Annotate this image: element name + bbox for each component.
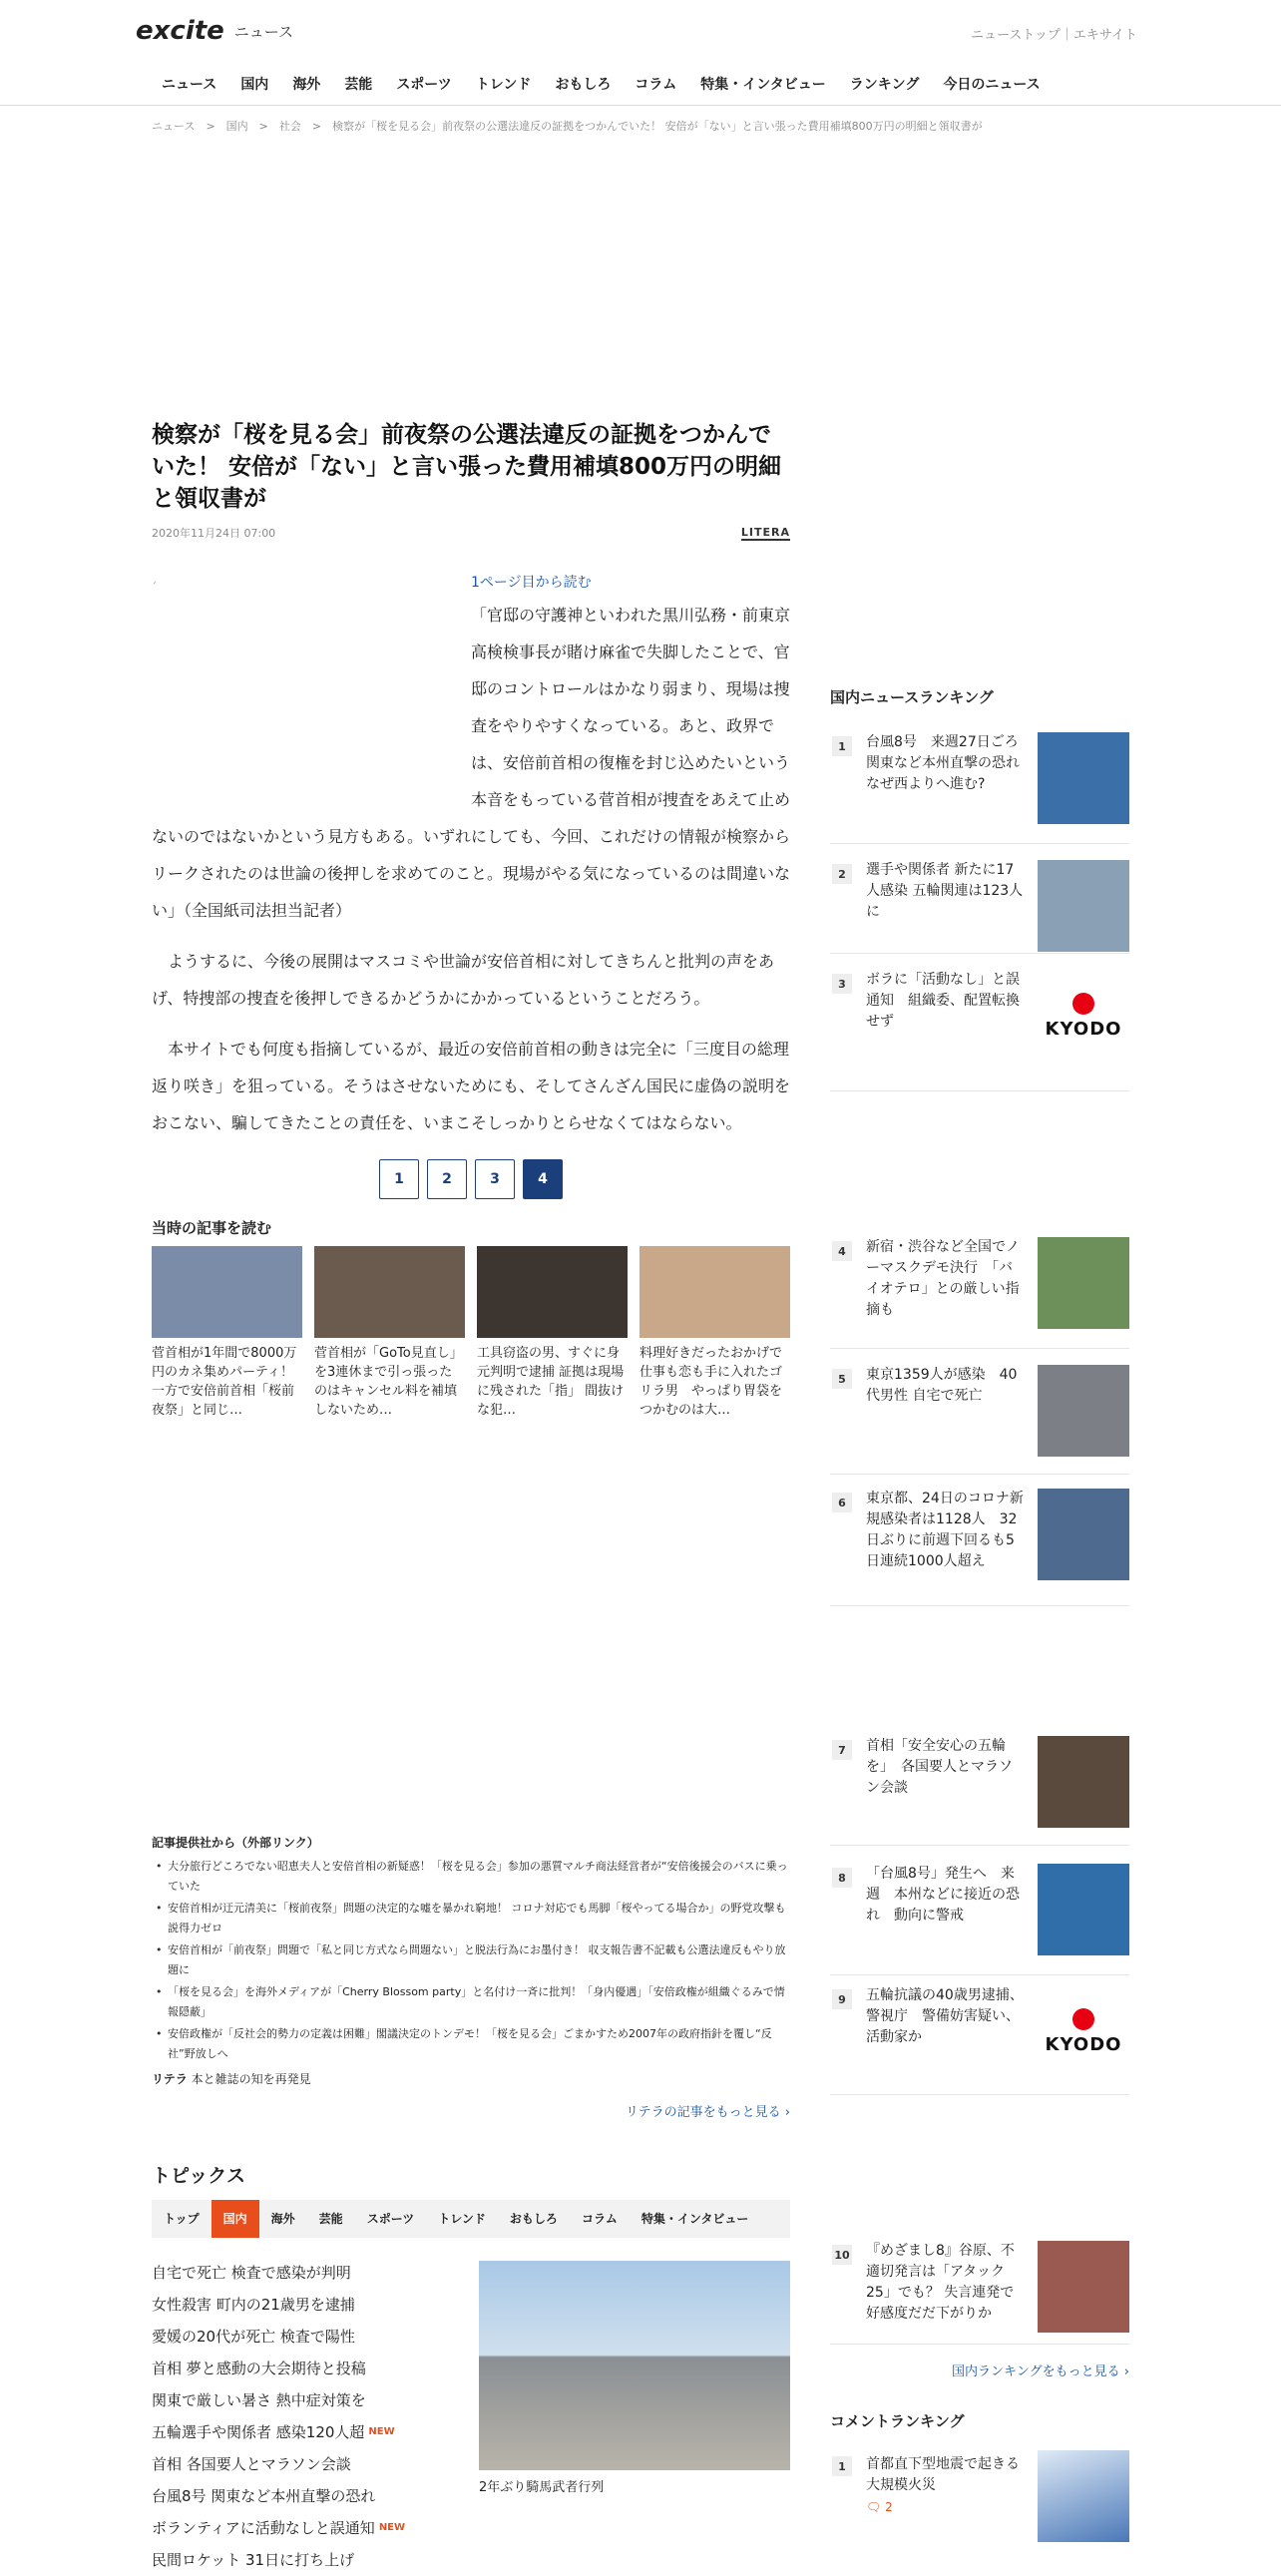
comment-ranking-item[interactable] [830,2450,1129,2550]
topic-item[interactable] [152,2353,451,2384]
provider-name[interactable]: リテラ [152,2072,188,2086]
topic-text: 愛媛の20代が死亡 検査で陽性 [152,2328,355,2346]
external-list [152,1857,790,2064]
nav-item-entertainment[interactable]: 芸能 [344,77,373,93]
topic-text: ボランティアに活動なしと誤通知 [152,2519,375,2537]
nav-item-sports[interactable]: スポーツ [396,77,452,93]
topics-title: トピックス [152,2165,246,2187]
topic-item[interactable] [152,2289,451,2321]
topic-text: 五輪選手や関係者 感染120人超 [152,2423,365,2441]
global-nav [150,70,1053,100]
chevron-right-icon: › [784,2105,790,2120]
topics-tab-entertainment[interactable]: 芸能 [318,2212,343,2226]
ranking-text: ボラに「活動なし」と誤通知 組織委、配置転換せず [866,972,1020,1030]
page-4-button[interactable]: 4 [523,1159,563,1199]
topic-item[interactable] [152,2480,451,2512]
ranking-thumb [1038,970,1129,1062]
logo-brand: excite [136,16,224,46]
ranking-item[interactable] [830,1858,1129,1975]
external-links [152,1834,790,2120]
ranking-title: 国内ニュースランキング [830,688,994,706]
nav-item-feature[interactable]: 特集・インタビュー [700,77,826,93]
ranking-item[interactable] [830,1231,1129,1349]
comment-ranking-text: 首都直下型地震で起きる大規模火災 [866,2456,1020,2493]
more-provider-link[interactable] [152,2101,790,2120]
ranking-thumb [1038,860,1129,952]
ranking-thumb [1038,732,1129,824]
inline-image-placeholder [152,569,471,808]
rank-number: 1 [832,2456,852,2476]
read-first-link[interactable]: 1ページ目から読む [471,575,592,591]
new-badge: NEW [378,2522,406,2533]
topics-tab-trend[interactable]: トレンド [438,2212,486,2226]
topics-tabs [152,2200,790,2238]
nav-item-trend[interactable]: トレンド [475,77,532,93]
kyodo-label: KYODO [1045,2033,1122,2055]
excite-logo[interactable] [136,16,293,46]
ranking-thumb [1038,1864,1129,1955]
comment-ranking-title: コメントランキング [830,2412,965,2430]
new-badge: NEW [368,2426,395,2437]
related-thumb [477,1246,628,1338]
topics-tab-funny[interactable]: おもしろ [509,2212,558,2226]
logo-sub: ニュース [233,22,294,41]
article-title: 検察が「桜を見る会」前夜祭の公選法違反の証拠をつかんでいた！ 安倍が「ない」と言い張った費用補填800万円の明細と領収書が [152,422,782,512]
nav-item-domestic[interactable]: 国内 [240,77,269,93]
topic-item[interactable] [152,2448,451,2480]
related-articles [152,1246,790,1420]
external-link[interactable]: • 安倍首相が迂元清美に「桜前夜祭」問題の決定的な嘘を暴かれ窮地！ コロナ対応でも馬脚「桜やってる場合か」の野党攻撃も説得力ゼロ [152,1899,790,1938]
ranking-thumb [1038,1365,1129,1457]
kyodo-logo-icon [1072,2008,1094,2030]
kyodo-logo-icon [1072,993,1094,1015]
related-title: 当時の記事を読む [152,1219,272,1237]
ranking-text: 東京1359人が感染 40代男性 自宅で死亡 [866,1367,1018,1404]
nav-item-today[interactable]: 今日のニュース [943,77,1041,93]
topic-photo-caption: 2年ぶり騎馬武者行列 [479,2480,605,2495]
topic-text: 女性殺害 町内の21歳男を逮捕 [152,2296,355,2314]
rank-number: 9 [832,1989,852,2009]
float-mark: ´ [152,582,157,593]
ranking-thumb [1038,1489,1129,1580]
topics-tab-feature[interactable]: 特集・インタビュー [640,2212,749,2226]
page-2-button[interactable]: 2 [427,1159,467,1199]
topic-item[interactable] [152,2544,451,2576]
topics-tab-top[interactable]: トップ [164,2212,200,2226]
rank-number: 1 [832,736,852,756]
topic-text: 首相 各国要人とマラソン会談 [152,2455,351,2473]
topic-text: 民間ロケット 31日に打ち上げ [152,2551,355,2569]
more-ranking-text: 国内ランキングをもっと見る [952,2364,1120,2379]
rank-number: 8 [832,1868,852,1888]
site-header [0,0,1281,106]
topics-tab-column[interactable]: コラム [581,2212,618,2226]
ranking-text: 首相「安全安心の五輪を」 各国要人とマラソン会談 [866,1738,1013,1796]
more-ranking-link[interactable] [952,2361,1129,2379]
more-provider-text: リテラの記事をもっと見る [625,2105,781,2120]
rank-number: 2 [832,864,852,884]
provider-info [152,2070,790,2087]
topic-item[interactable] [152,2416,451,2448]
ranking-item[interactable] [830,1730,1129,1846]
topic-text: 関東で厳しい暑さ 熱中症対策を [152,2391,366,2409]
ranking-item[interactable] [830,1979,1129,2095]
article-body [152,569,790,1141]
ranking-text: 「台風8号」発生へ 来週 本州などに接近の恐れ 動向に警戒 [866,1866,1020,1924]
topics-tab-sports[interactable]: スポーツ [366,2212,415,2226]
ranking-text: 新宿・渋谷など全国でノーマスクデモ決行 「バイオテロ」との厳しい指摘も [866,1239,1020,1318]
nav-item-column[interactable]: コラム [635,77,677,93]
comment-count-value: 2 [885,2500,893,2514]
top-links[interactable]: ニューストップ｜エキサイト [970,28,1137,43]
ranking-text: 五輪抗議の40歳男逮捕、警視庁 警備妨害疑い、活動家か [866,1987,1024,2045]
ranking-thumb [1038,1237,1129,1329]
external-link[interactable]: • 安倍政権が「反社会的勢力の定義は困難」閣議決定のトンデモ！「桜を見る会」ごまかすため2007年の政府指針を覆し“反社”野放しへ [152,2024,790,2064]
rank-number: 4 [832,1241,852,1261]
ranking-item[interactable] [830,964,1129,1091]
comment-count [866,2500,893,2514]
article-meta [152,525,790,541]
ranking-item[interactable] [830,2235,1129,2345]
ranking-thumb [1038,2241,1129,2333]
external-link[interactable]: • 大分旅行どころでない昭恵夫人と安倍首相の新疑惑！「桜を見る会」参加の悪質マルチ商法経営者が“安倍後援会のバスに乗っていた [152,1857,790,1897]
external-title: 記事提供社から（外部リンク） [152,1836,319,1850]
topic-item[interactable] [152,2512,451,2544]
nav-item-ranking[interactable]: ランキング [849,77,920,93]
related-item[interactable] [640,1246,790,1420]
rank-number: 10 [832,2245,852,2265]
article-date: 2020年11月24日 07:00 [152,527,276,540]
rank-number: 6 [832,1493,852,1512]
related-text: 菅首相が1年間で8000万円のカネ集めパーティ！ 一方で安倍前首相「桜前夜祭」と同じ… [152,1346,297,1418]
related-item[interactable] [477,1246,628,1420]
topics-list [152,2257,451,2576]
pagination [152,1159,790,1199]
ranking-item[interactable] [830,854,1129,954]
topic-item[interactable] [152,2257,451,2289]
topic-text: 台風8号 関東など本州直撃の恐れ [152,2487,376,2505]
chevron-right-icon: › [1123,2364,1129,2379]
provider-desc: 本と雑誌の知を再発見 [191,2072,311,2086]
comment-bubble-icon: 🗨 [866,2500,882,2514]
comment-ranking-thumb [1038,2450,1129,2542]
ranking-item[interactable] [830,1359,1129,1475]
topics-section [152,2161,790,2569]
topic-photo[interactable] [479,2261,790,2495]
ranking-item[interactable] [830,726,1129,844]
rank-number: 7 [832,1740,852,1760]
page-3-button[interactable]: 3 [475,1159,515,1199]
article-main [152,419,790,1420]
article-paragraph: ようするに、今後の展開はマスコミや世論が安倍首相に対してきちんと批判の声をあげ、特捜部の捜査を後押しできるかどうかにかかっているということだろう。 [152,952,775,1008]
related-item[interactable] [314,1246,465,1420]
breadcrumb[interactable]: ニュース > 国内 > 社会 > 検察が「桜を見る会」前夜祭の公選法違反の証拠をつかんでいた！ 安倍が「ない」と言い張った費用補填800万円の明細と領収書が [152,120,983,133]
topic-item[interactable] [152,2384,451,2416]
topic-text: 自宅で死亡 検査で感染が判明 [152,2264,351,2282]
related-text: 工具窃盗の男、すぐに身元判明で逮捕 証拠は現場に残された「指」 間抜けな犯… [477,1346,625,1418]
external-link[interactable]: • 安倍首相が「前夜祭」問題で「私と同じ方式なら問題ない」と脱法行為にお墨付き！ 収支報告書不記載も公選法違反もやり放題に [152,1940,790,1980]
related-thumb [314,1246,465,1338]
topic-photo-image [479,2261,790,2470]
ranking-thumb [1038,1985,1129,2077]
source-logo[interactable]: LITERA [740,525,790,539]
ranking-item[interactable] [830,1483,1129,1606]
external-link[interactable]: • 「桜を見る会」を海外メディアが「Cherry Blossom party」と名付け一斉に批判！「身内優遇」「安倍政権が組織ぐるみで情報隠蔽」 [152,1982,790,2022]
kyodo-label: KYODO [1045,1018,1122,1040]
topic-text: 首相 夢と感動の大会期待と投稿 [152,2360,366,2377]
article-paragraph: 「官邸の守護神といわれた黒川弘務・前東京高検検事長が賭け麻雀で失脚したことで、官邸のコントロールはかなり弱まり、現場は捜査をやりやすくなっている。あと、政界では、安倍前首相の復権を封じ込めたいという本音をもっている菅首相が捜査をあえて止めないのではないかという見方もある。いずれにしても、今回、これだけの情報が検察からリークされたのは世論の後押しを求めてのこと。現場がやる気になっているのは間違いない」（全国紙司法担当記者） [152,606,791,920]
page-1-button[interactable]: 1 [379,1159,419,1199]
topic-item[interactable] [152,2321,451,2353]
nav-item-world[interactable]: 海外 [292,77,321,93]
rank-number: 5 [832,1369,852,1389]
nav-item-news[interactable]: ニュース [162,77,217,93]
topics-tab-world[interactable]: 海外 [270,2212,295,2226]
ranking-text: 選手や関係者 新たに17人感染 五輪関連は123人に [866,862,1024,920]
ranking-text: 『めざまし8』谷原、不適切発言は「アタック25」でも？ 失言連発で好感度だだ下がりか [866,2243,1015,2322]
ranking-text: 東京都、24日のコロナ新規感染者は1128人 32日ぶりに前週下回るも5日連続1000人超え [866,1491,1024,1569]
related-thumb [152,1246,302,1338]
topics-tab-domestic[interactable]: 国内 [212,2200,259,2238]
ranking-thumb [1038,1736,1129,1828]
ranking-text: 台風8号 来週27日ごろ 関東など本州直撃の恐れ なぜ西よりへ進む? [866,734,1034,792]
article-paragraph: 本サイトでも何度も指摘しているが、最近の安倍前首相の動きは完全に「三度目の総理返り咲き」を狙っている。そうはさせないためにも、そしてさんざん国民に虚偽の説明をおこない、騙してきたことの責任を、いまこそしっかりとらせなくてはならない。 [152,1040,791,1132]
related-text: 菅首相が「GoTo見直し」を3連休まで引っ張ったのはキャンセル料を補填しないため… [314,1346,463,1418]
nav-item-funny[interactable]: おもしろ [555,77,612,93]
related-text: 料理好きだったおかげで仕事も恋も手に入れたゴリラ男 やっぱり胃袋をつかむのは大… [640,1346,783,1418]
related-item[interactable] [152,1246,302,1420]
related-thumb [640,1246,790,1338]
rank-number: 3 [832,974,852,994]
